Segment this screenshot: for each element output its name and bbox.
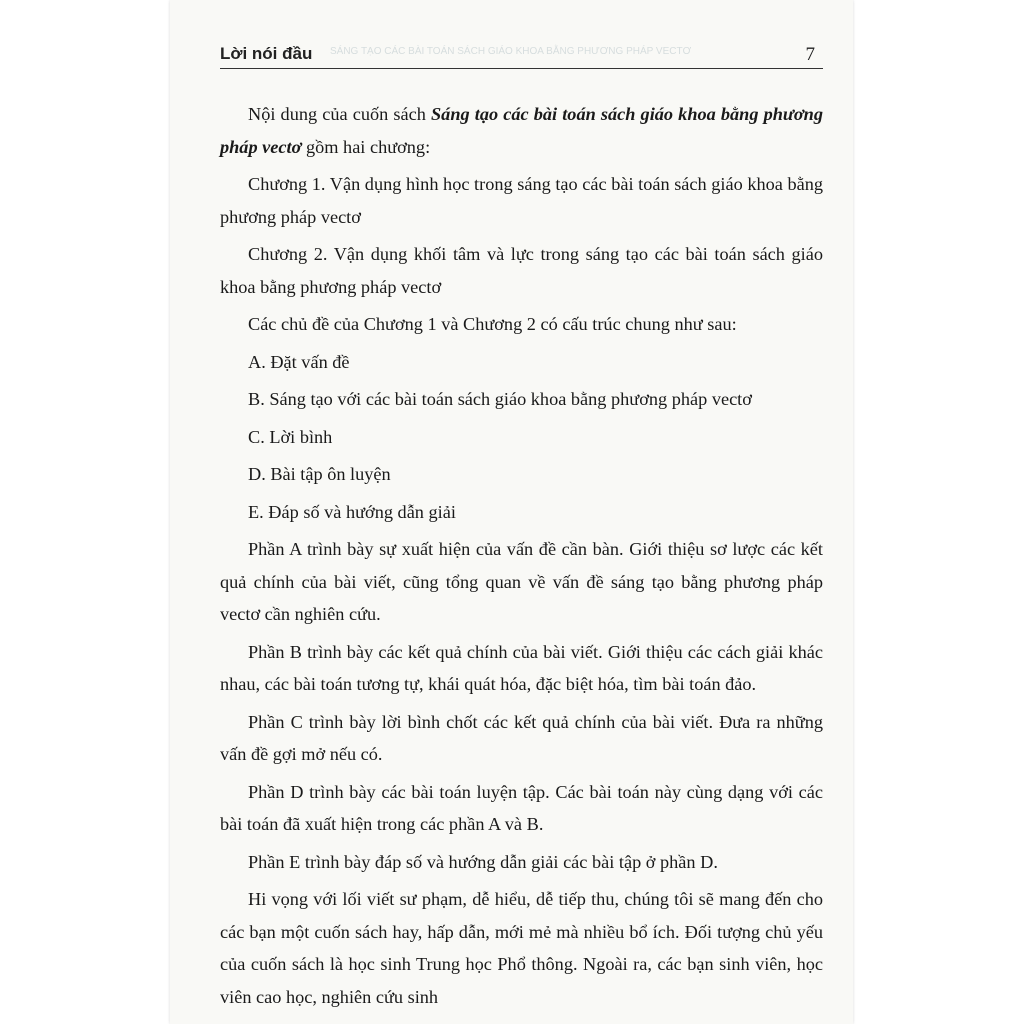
part-e-paragraph: Phần E trình bày đáp số và hướng dẫn giải các bài tập ở phần D. bbox=[248, 851, 718, 872]
page-number: 7 bbox=[805, 44, 815, 65]
list-item: C. Lời bình bbox=[248, 426, 333, 447]
part-a-paragraph: Phần A trình bày sự xuất hiện của vấn đề cần bàn. Giới thiệu sơ lược các kết quả chính của bài viết, cũng tổng quan về vấn đề sáng tạo bằng phương pháp vectơ cần nghiên cứu. bbox=[220, 539, 823, 624]
part-b-paragraph: Phần B trình bày các kết quả chính của bài viết. Giới thiệu các cách giải khác nhau, các bài toán tương tự, khái quát hóa, đặc biệt hóa, tìm bài toán đảo. bbox=[220, 641, 823, 694]
book-title: Sáng tạo các bài toán sách giáo khoa bằng phương pháp vectơ bbox=[220, 104, 823, 157]
chapter-1-paragraph: Chương 1. Vận dụng hình học trong sáng tạo các bài toán sách giáo khoa bằng phương pháp vectơ bbox=[220, 174, 823, 227]
list-item: B. Sáng tạo với các bài toán sách giáo khoa bằng phương pháp vectơ bbox=[248, 389, 752, 409]
part-d-paragraph: Phần D trình bày các bài toán luyện tập. Các bài toán này cùng dạng với các bài toán đã xuất hiện trong các phần A và B. bbox=[220, 781, 823, 834]
list-item: A. Đặt vấn đề bbox=[248, 351, 350, 372]
intro-paragraph: Nội dung của cuốn sách Sáng tạo các bài toán sách giáo khoa bằng phương pháp vectơ gồm hai chương: bbox=[220, 104, 823, 157]
book-page bbox=[170, 0, 853, 1024]
body-text bbox=[220, 98, 823, 1013]
chapter-title: Lời nói đầu bbox=[220, 44, 313, 63]
part-c-paragraph: Phần C trình bày lời bình chốt các kết quả chính của bài viết. Đưa ra những vấn đề gợi mở nếu có. bbox=[220, 711, 823, 764]
closing-paragraph: Hi vọng với lối viết sư phạm, dễ hiểu, dễ tiếp thu, chúng tôi sẽ mang đến cho các bạn một cuốn sách hay, hấp dẫn, mới mẻ mà nhiều bổ ích. Đối tượng chủ yếu của cuốn sách là học sinh Trung học Phổ thông. Ngoài ra, các bạn sinh viên, học viên cao học, nghiên cứu sinh bbox=[220, 889, 823, 1007]
list-item: E. Đáp số và hướng dẫn giải bbox=[248, 501, 456, 522]
structure-paragraph: Các chủ đề của Chương 1 và Chương 2 có cấu trúc chung như sau: bbox=[248, 314, 737, 334]
show-through-text: SÁNG TẠO CÁC BÀI TOÁN SÁCH GIÁO KHOA BẰNG PHƯƠNG PHÁP VECTƠ bbox=[330, 46, 692, 57]
list-item: D. Bài tập ôn luyện bbox=[248, 464, 391, 484]
chapter-2-paragraph: Chương 2. Vận dụng khối tâm và lực trong sáng tạo các bài toán sách giáo khoa bằng phương pháp vectơ bbox=[220, 244, 823, 297]
